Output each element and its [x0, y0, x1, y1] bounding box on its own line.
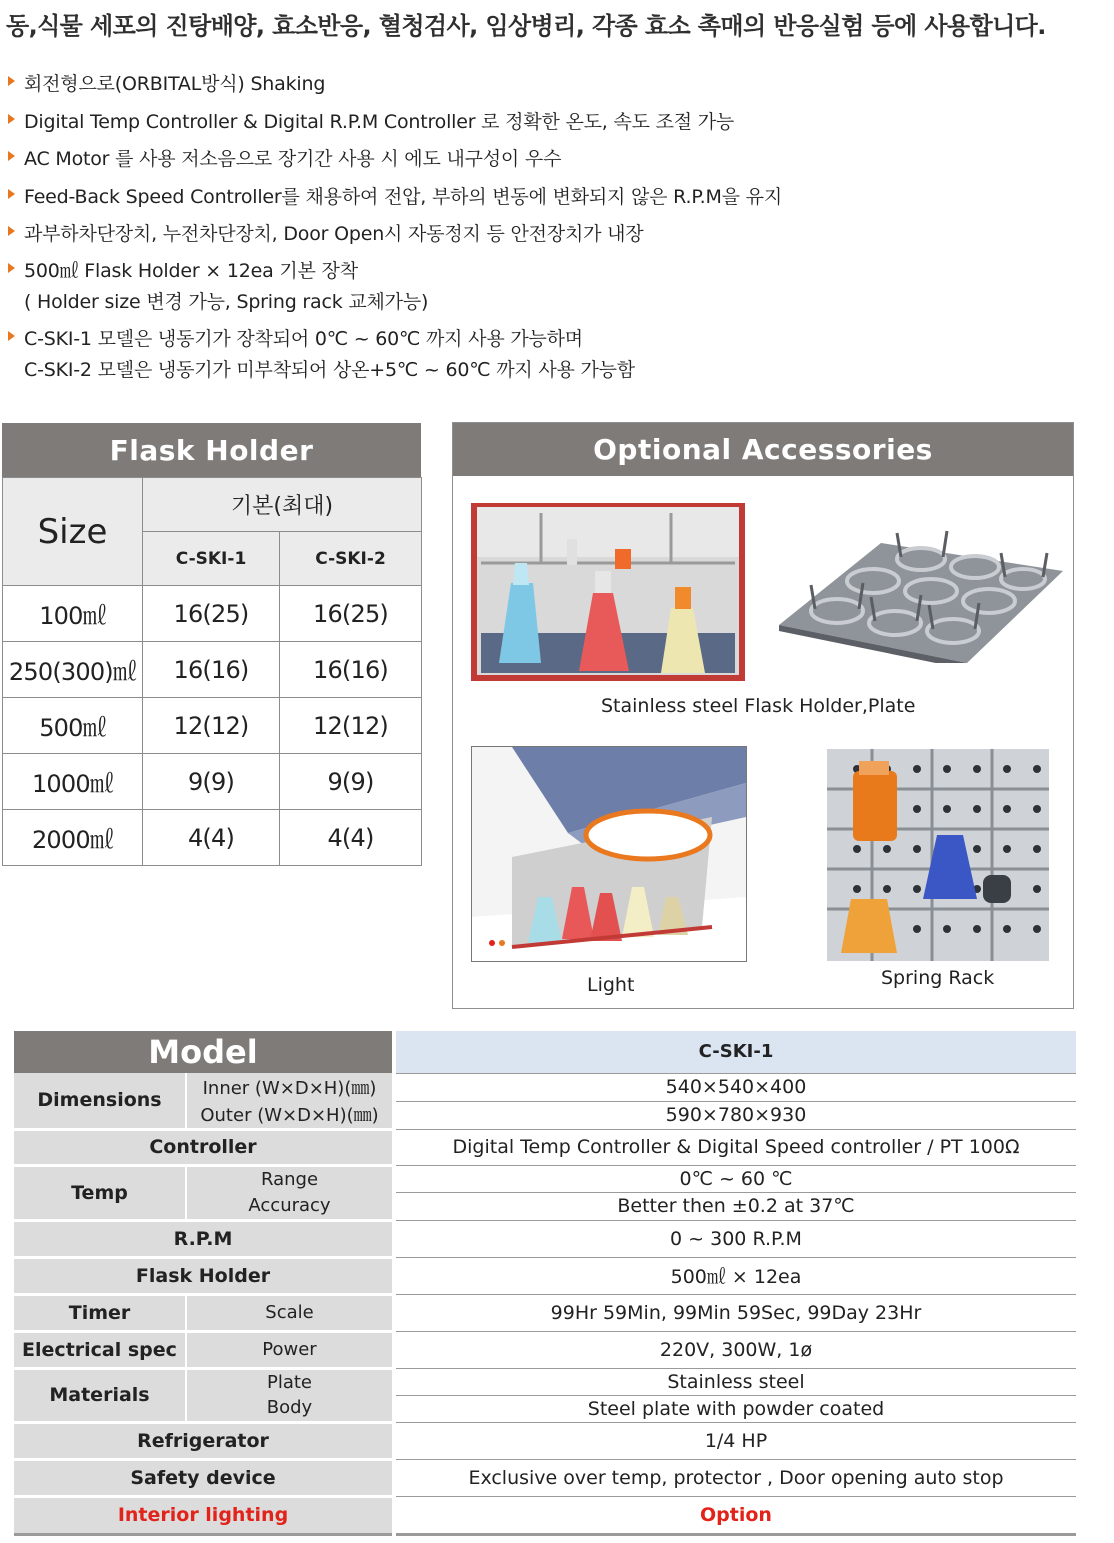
- table-row: [3, 810, 422, 866]
- flask-holder-table: [2, 423, 421, 866]
- inner-value: 540×540×400: [394, 1073, 1076, 1101]
- feature-text: 과부하차단장치, 누전차단장치, Door Open시 자동정지 등 안전장치가 내장: [24, 223, 644, 245]
- arrow-icon: [8, 114, 15, 124]
- size-cell: 250(300)㎖: [3, 642, 143, 698]
- safety-label: Safety device: [14, 1459, 394, 1496]
- value-cell: 12(12): [280, 698, 422, 754]
- feature-text: 500㎖ Flask Holder × 12ea 기본 장착: [24, 260, 358, 282]
- size-header: Size: [3, 478, 143, 586]
- value-cell: 9(9): [143, 754, 280, 810]
- feature-text: Feed-Back Speed Controller를 채용하여 전압, 부하의 변동에 변화되지 않은 R.P.M을 유지: [24, 186, 782, 208]
- value-cell: 4(4): [143, 810, 280, 866]
- model-value: C-SKI-1: [394, 1031, 1076, 1073]
- value-cell: 4(4): [280, 810, 422, 866]
- table-row: [3, 754, 422, 810]
- spec-grid: [14, 1031, 1076, 1536]
- table-row: [3, 586, 422, 642]
- stainless-plate-photo: [775, 513, 1063, 663]
- optional-accessories-panel: [452, 422, 1074, 1009]
- size-cell: 500㎖: [3, 698, 143, 754]
- feature-text: Digital Temp Controller & Digital R.P.M Controller 로 정확한 온도, 속도 조절 가능: [24, 111, 735, 133]
- scale-label: Scale: [186, 1294, 394, 1331]
- temp-label: Temp: [14, 1165, 186, 1220]
- arrow-icon: [8, 189, 15, 199]
- feature-text-continued: C-SKI-2 모델은 냉동기가 미부착되어 상온+5℃ ~ 60℃ 까지 사용 가능함: [24, 359, 635, 381]
- light-photo: [471, 746, 747, 962]
- feature-item: [8, 218, 1108, 255]
- scale-value: 99Hr 59Min, 99Min 59Sec, 99Day 23Hr: [394, 1294, 1076, 1331]
- safety-value: Exclusive over temp, protector , Door opening auto stop: [394, 1459, 1076, 1496]
- controller-value: Digital Temp Controller & Digital Speed controller / PT 100Ω: [394, 1129, 1076, 1165]
- basic-max-header: 기본(최대): [143, 478, 422, 532]
- outer-value: 590×780×930: [394, 1101, 1076, 1129]
- power-value: 220V, 300W, 1ø: [394, 1331, 1076, 1368]
- table-row: [3, 698, 422, 754]
- feature-item: [8, 255, 1108, 323]
- flask-holder-label: Flask Holder: [14, 1257, 394, 1294]
- feature-list: [8, 68, 1108, 387]
- feature-item: [8, 143, 1108, 181]
- accuracy-value: Better then ±0.2 at 37℃: [394, 1192, 1076, 1220]
- value-cell: 16(16): [280, 642, 422, 698]
- plate-label: Plate: [186, 1368, 394, 1395]
- size-cell: 100㎖: [3, 586, 143, 642]
- size-cell: 2000㎖: [3, 810, 143, 866]
- table-row: [3, 642, 422, 698]
- range-label: Range: [186, 1165, 394, 1192]
- power-label: Power: [186, 1331, 394, 1368]
- feature-text: 회전형으로(ORBITAL방식) Shaking: [24, 73, 326, 95]
- feature-text: C-SKI-1 모델은 냉동기가 장착되어 0℃ ~ 60℃ 까지 사용 가능하며: [24, 328, 583, 350]
- accessories-title: Optional Accessories: [453, 423, 1073, 476]
- model-header: C-SKI-2: [280, 532, 422, 586]
- feature-text-continued: ( Holder size 변경 가능, Spring rack 교체가능): [24, 291, 429, 313]
- plate-caption: Stainless steel Flask Holder,Plate: [601, 695, 916, 717]
- spring-rack-photo: [827, 749, 1049, 961]
- flask-holder-value: 500㎖ × 12ea: [394, 1257, 1076, 1294]
- value-cell: 16(16): [143, 642, 280, 698]
- arrow-icon: [8, 76, 15, 86]
- feature-item: [8, 323, 1108, 387]
- arrow-icon: [8, 331, 15, 341]
- range-value: 0℃ ~ 60 ℃: [394, 1165, 1076, 1192]
- feature-item: [8, 181, 1108, 218]
- value-cell: 9(9): [280, 754, 422, 810]
- spring-rack-caption: Spring Rack: [881, 967, 995, 989]
- spec-table: [14, 1031, 1076, 1536]
- materials-label: Materials: [14, 1368, 186, 1422]
- electrical-label: Electrical spec: [14, 1331, 186, 1368]
- outer-label: Outer (W×D×H)(㎜): [186, 1101, 394, 1129]
- feature-item: [8, 106, 1108, 143]
- inner-label: Inner (W×D×H)(㎜): [186, 1073, 394, 1101]
- model-header: C-SKI-1: [143, 532, 280, 586]
- feature-item: [8, 68, 1108, 106]
- interior-lighting-label: Interior lighting: [14, 1496, 394, 1534]
- controller-label: Controller: [14, 1129, 394, 1165]
- arrow-icon: [8, 226, 15, 236]
- light-caption: Light: [587, 974, 635, 996]
- rpm-label: R.P.M: [14, 1220, 394, 1257]
- value-cell: 16(25): [280, 586, 422, 642]
- value-cell: 16(25): [143, 586, 280, 642]
- refrigerator-value: 1/4 HP: [394, 1422, 1076, 1459]
- plate-value: Stainless steel: [394, 1368, 1076, 1395]
- headline: 동,식물 세포의 진탕배양, 효소반응, 혈청검사, 임상병리, 각종 효소 촉매의 반응실험 등에 사용합니다.: [6, 12, 1046, 40]
- refrigerator-label: Refrigerator: [14, 1422, 394, 1459]
- arrow-icon: [8, 263, 15, 273]
- value-cell: 12(12): [143, 698, 280, 754]
- dimensions-label: Dimensions: [14, 1073, 186, 1129]
- model-label: Model: [14, 1031, 394, 1073]
- accuracy-label: Accuracy: [186, 1192, 394, 1220]
- arrow-icon: [8, 151, 15, 161]
- flask-holder-grid: [2, 477, 422, 866]
- body-label: Body: [186, 1395, 394, 1422]
- size-cell: 1000㎖: [3, 754, 143, 810]
- flask-holder-photo: [471, 503, 745, 681]
- rpm-value: 0 ~ 300 R.P.M: [394, 1220, 1076, 1257]
- timer-label: Timer: [14, 1294, 186, 1331]
- feature-text: AC Motor 를 사용 저소음으로 장기간 사용 시 에도 내구성이 우수: [24, 148, 562, 170]
- flask-holder-title: Flask Holder: [2, 423, 421, 477]
- interior-lighting-value: Option: [394, 1496, 1076, 1534]
- body-value: Steel plate with powder coated: [394, 1395, 1076, 1422]
